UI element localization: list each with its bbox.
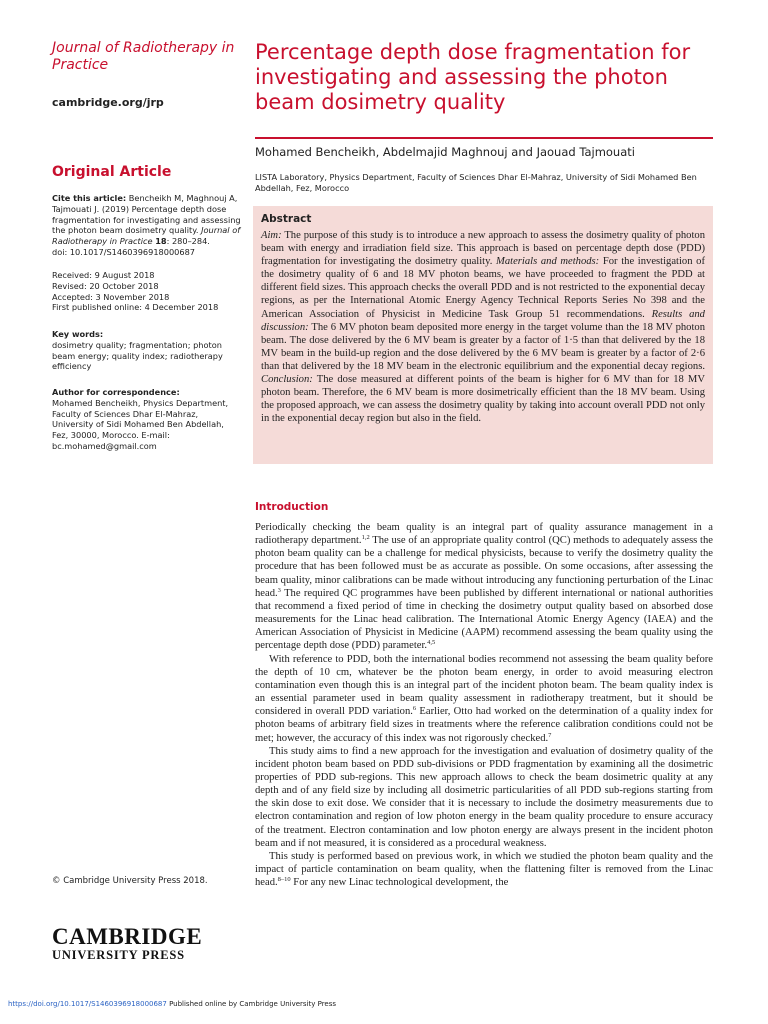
cite-doi[interactable]: doi: 10.1017/S1460396918000687 [52, 246, 196, 257]
authors: Mohamed Bencheikh, Abdelmajid Maghnouj and Jaouad Tajmouati [255, 145, 635, 159]
copyright: © Cambridge University Press 2018. [52, 876, 208, 886]
paragraph: With reference to PDD, both the international bodies recommend not assessing the beam quality before the depth of 10 cm, whatever be the photon beam energy, in order to avoid measuring electron contamination even though this is an integral part of the incident photon beam. The beam quality index is an essential parameter used in beam quality assessment in radiotherapy treatment, but it should be considered in overall PDD variation.$^6$ Earlier, Otto had worked on the determination of a quality index for photon beams of arbitrary field sizes in treatments where the reference calibration conditions could not be met; however, the accuracy of this index was not rigorously checked.$^7$ [255, 653, 713, 744]
dates-block [52, 270, 242, 313]
footer-text: Published online by Cambridge University Press [166, 1000, 337, 1008]
journal-url-link[interactable]: cambridge.org/jrp [52, 96, 164, 109]
affiliation: LISTA Laboratory, Physics Department, Faculty of Sciences Dhar El-Mahraz, University of Sidi Mohamed Ben Abdellah, Fez, Morocco [255, 172, 697, 193]
paragraph: Periodically checking the beam quality is an integral part of quality assurance management in a radiotherapy department.$^{1,2}$ The use of an appropriate quality control (QC) methods to adequately assess the photon beam quality can be a challenge for medical physicists, because to verify the dosimetry quality the procedure that has been followed must be as accurate as possible. On some occasions, after assessing the beam quality, minor calibrations can be made without introducing any functioning perturbation of the Linac head.$^3$ The required QC programmes have been published by different international or national authorities that recommend a fixed period of time in checking the dosimetry output quality based on absorbed dose measurements for the Linac head calibration. The International Atomic Energy Agency (IAEA) and the American Association of Physicist in Medicine (AAPM) recommend assessing the beam quality using the percentage depth dose (PDD) parameter.$^{4,5}$ [255, 522, 714, 652]
cite-pages: : 280–284. [166, 236, 210, 247]
accepted-date: Accepted: 3 November 2018 [52, 291, 170, 302]
reference-link[interactable]: 8–10 [277, 876, 291, 884]
correspondence-block [52, 387, 242, 452]
keywords-label: Key words: [52, 329, 104, 339]
keywords-text: dosimetry quality; fragmentation; photon beam energy; quality index; radiotherapy efficiency [52, 339, 223, 372]
logo-line-2: UNIVERSITY PRESS [52, 948, 185, 962]
keywords-block [52, 329, 242, 372]
reference-link[interactable]: 1,2 [361, 534, 370, 542]
page-footer [8, 1000, 336, 1008]
correspondence-label: Author for correspondence: [52, 387, 180, 397]
article-type: Original Article [52, 164, 172, 180]
journal-header [52, 40, 237, 109]
cite-journal: Journal of Radiotherapy in Practice [52, 225, 241, 247]
revised-date: Revised: 20 October 2018 [52, 280, 159, 291]
paragraph: This study aims to find a new approach for the investigation and evaluation of dosimetry quality of the incident photon beam based on PDD sub-divisions or PDD fragmentation by examining all the dosimetric properties of PDD sub-regions. This new approach allows to check the beam dosimetric quality at any depth and of any field size by including all dosimetric particularities of all PDD sub-regions starting from the skin dose to exit dose. We consider that it is necessary to include the dosimetry measurements due to electron contamination and region of low photon energy in the beam quality procedure to ensure accuracy of the treatment. Electron contamination and low photon energy are always present in the incident photon beam and if not measured, it is considered as a procedural weakness. [255, 745, 713, 849]
introduction-body [255, 521, 713, 889]
cite-volume: 18 [155, 236, 167, 247]
cite-label: Cite this article: [52, 193, 127, 203]
article-title: Percentage depth dose fragmentation for investigating and assessing the photon beam dosimetry quality [255, 40, 691, 114]
reference-link[interactable]: 7 [548, 731, 552, 739]
reference-link[interactable]: 6 [412, 705, 417, 713]
introduction-heading: Introduction [255, 501, 329, 513]
reference-link[interactable]: 4,5 [427, 639, 436, 647]
paragraph: This study is performed based on previous work, in which we studied the photon beam quality and the impact of particle contamination on beam quality, when the flattening filter is removed from the Linac head.$^{8-10}$ For any new Linac technological development, the [255, 850, 713, 889]
journal-name[interactable]: Journal of Radiotherapy in Practice [52, 40, 235, 73]
doi-link[interactable]: https://doi.org/10.1017/S1460396918000687 [8, 1000, 167, 1008]
abstract-box [253, 206, 713, 464]
logo-line-1: CAMBRIDGE [52, 924, 203, 949]
citation-block [52, 193, 242, 258]
title-divider [255, 137, 713, 139]
received-date: Received: 9 August 2018 [52, 270, 155, 280]
abstract-heading: Abstract [261, 213, 312, 225]
correspondence-text: Mohamed Bencheikh, Physics Department, Faculty of Sciences Dhar El-Mahraz, University of Sidi Mohamed Ben Abdellah, Fez, 30000, Morocco. E-mail: bc.mohamed@gmail.com [52, 397, 229, 451]
abstract-text: Aim: The purpose of this study is to introduce a new approach to assess the dosimetry quality of photon beam with energy and irradiation field size. This approach is based on percentage depth dose (PDD) fragmentation for investigating the dosimetry quality. Materials and methods: For the investigation of the dosimetry quality of 6 and 18 MV photon beams, we have proceeded to fragment the PDD at different field sizes. This approach checks the overall PDD and is not restricted to the exponential decay regions, as per the International Atomic Energy Agency Technical Reports Series No 398 and the American Association of Physicist in Medicine Task Group 51 recommendations. Results and discussion: The 6 MV photon beam deposited more energy in the target volume than the 18 MV photon beam. The dose delivered by the 6 MV beam is greater by a factor of 1·5 than that delivered by the 18 MV beam in the build-up region and the dose delivered by the 6 MV beam is greater by a factor of 2·6 than that delivered by the 18 MV beam in the electronic equilibrium and the exponential decay regions. Conclusion: The dose measured at different points of the beam is higher for 6 MV than for 18 MV photon beam. Therefore, the 6 MV beam is more dosimetrically efficient than the 18 MV beam. Using the proposed approach, we can assess the dosimetry quality by taking into account overall PDD not only in the exponential decay region but also in the field. [261, 230, 705, 425]
published-date: First published online: 4 December 2018 [52, 302, 219, 313]
reference-link[interactable]: 3 [277, 586, 281, 594]
cambridge-logo [52, 926, 202, 962]
cite-text: Bencheikh M, Maghnouj A, Tajmouati J. (2019) Percentage depth dose fragmentation for investigating and assessing the photon beam dosimetry quality. [52, 193, 241, 236]
